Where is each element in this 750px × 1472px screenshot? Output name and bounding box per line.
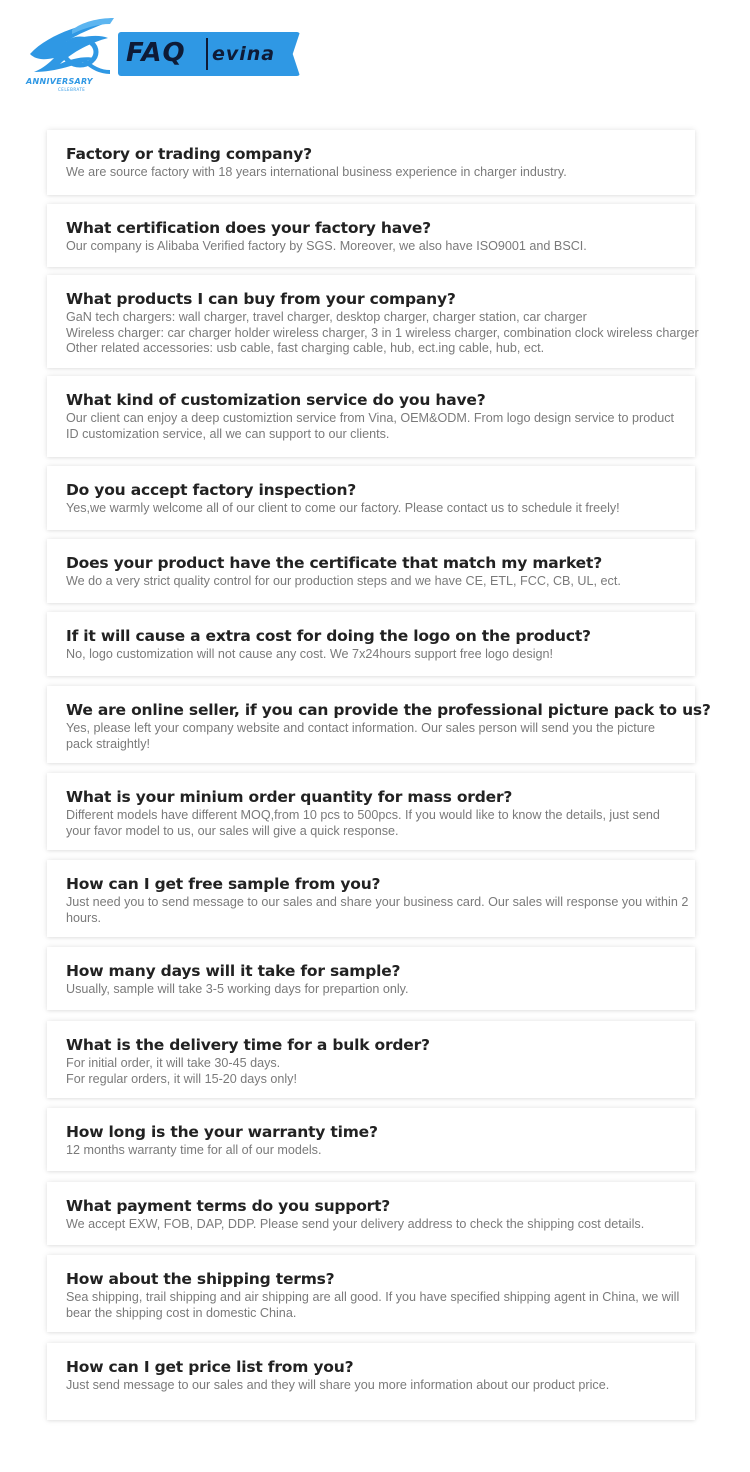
- faq-answer: [66, 1056, 695, 1087]
- faq-answer: [66, 411, 695, 442]
- faq-answer: [66, 1290, 695, 1321]
- faq-item: [47, 1021, 695, 1098]
- faq-answer: [66, 239, 695, 255]
- faq-answer-line: 12 months warranty time for all of our models.: [66, 1143, 322, 1157]
- faq-question: What kind of customization service do you have?: [66, 391, 486, 409]
- faq-answer-line: Different models have different MOQ,from 10 pcs to 500pcs. If you would like to know the details, just send: [66, 808, 660, 822]
- faq-question: How long is the your warranty time?: [66, 1123, 378, 1141]
- faq-item: [47, 376, 695, 457]
- faq-question: Does your product have the certificate that match my market?: [66, 554, 602, 572]
- faq-answer: [66, 721, 695, 752]
- faq-item: [47, 1182, 695, 1245]
- faq-item: [47, 1108, 695, 1171]
- faq-question: We are online seller, if you can provide the professional picture pack to us?: [66, 701, 711, 719]
- faq-answer-line: Other related accessories: usb cable, fast charging cable, hub, ect.ing cable, hub, ect.: [66, 341, 545, 355]
- faq-question: How can I get free sample from you?: [66, 875, 381, 893]
- brand-logo-text: evina: [212, 43, 276, 65]
- faq-answer-line: Just send message to our sales and they will share you more information about our product price.: [66, 1378, 610, 1392]
- faq-answer-line: GaN tech chargers: wall charger, travel charger, desktop charger, charger station, car charger: [66, 310, 587, 324]
- faq-answer: [66, 1143, 695, 1159]
- faq-answer-line: your favor model to us, our sales will give a quick response.: [66, 823, 399, 838]
- faq-item: [47, 466, 695, 530]
- faq-question: If it will cause a extra cost for doing the logo on the product?: [66, 627, 591, 645]
- faq-answer: [66, 982, 695, 998]
- faq-answer-line: hours.: [66, 910, 102, 925]
- faq-item: [47, 1255, 695, 1332]
- faq-answer: [66, 310, 699, 357]
- faq-answer: [66, 1378, 695, 1394]
- faq-question: How about the shipping terms?: [66, 1270, 335, 1288]
- faq-answer: [66, 647, 695, 663]
- faq-answer-line: Our client can enjoy a deep customiztion service from Vina, OEM&ODM. From logo design service to product: [66, 411, 675, 425]
- faq-answer-line: Usually, sample will take 3-5 working days for prepartion only.: [66, 982, 409, 996]
- faq-question: How many days will it take for sample?: [66, 962, 401, 980]
- faq-answer: [66, 574, 695, 590]
- faq-answer-line: We are source factory with 18 years international business experience in charger industry.: [66, 165, 567, 179]
- faq-answer: [66, 501, 695, 517]
- faq-question: How can I get price list from you?: [66, 1358, 354, 1376]
- faq-answer-line: Our company is Alibaba Verified factory by SGS. Moreover, we also have ISO9001 and BSCI.: [66, 239, 587, 253]
- faq-item: [47, 947, 695, 1010]
- faq-question: What is your minium order quantity for mass order?: [66, 788, 513, 806]
- faq-question: What products I can buy from your company?: [66, 290, 456, 308]
- faq-answer-line: pack straightly!: [66, 736, 150, 751]
- faq-question: What payment terms do you support?: [66, 1197, 391, 1215]
- faq-title: FAQ: [126, 38, 186, 68]
- faq-item: [47, 1343, 695, 1420]
- faq-answer-line: No, logo customization will not cause any cost. We 7x24hours support free logo design!: [66, 647, 553, 661]
- faq-question: What certification does your factory have?: [66, 219, 431, 237]
- faq-answer-line: Yes, please left your company website and contact information. Our sales person will send you the picture: [66, 721, 655, 735]
- faq-item: [47, 130, 695, 195]
- anniversary-label: ANNIVERSARY: [26, 77, 93, 86]
- faq-item: [47, 539, 695, 603]
- faq-question: What is the delivery time for a bulk order?: [66, 1036, 430, 1054]
- faq-divider: [206, 38, 208, 70]
- faq-answer-line: Yes,we warmly welcome all of our client to come our factory. Please contact us to schedule it freely!: [66, 501, 620, 515]
- faq-item: [47, 860, 695, 937]
- faq-answer-line: bear the shipping cost in domestic China.: [66, 1305, 297, 1320]
- faq-answer-line: ID customization service, all we can support to our clients.: [66, 426, 390, 441]
- faq-answer-line: Just need you to send message to our sales and share your business card. Our sales will response you within 2: [66, 895, 689, 909]
- faq-answer-line: We accept EXW, FOB, DAP, DDP. Please send your delivery address to check the shipping cost details.: [66, 1217, 645, 1231]
- faq-question: Do you accept factory inspection?: [66, 481, 357, 499]
- faq-answer: [66, 808, 695, 839]
- faq-answer-line: For initial order, it will take 30-45 days.: [66, 1056, 281, 1070]
- faq-item: [47, 204, 695, 267]
- faq-item: [47, 686, 711, 763]
- faq-answer: [66, 895, 695, 926]
- faq-answer-line: For regular orders, it will 15-20 days only!: [66, 1071, 297, 1086]
- celebrate-label: CELEBRATE: [58, 87, 86, 92]
- faq-item: [47, 275, 699, 368]
- faq-item: [47, 773, 695, 850]
- faq-answer-line: Wireless charger: car charger holder wireless charger, 3 in 1 wireless charger, combination clock wireless charger: [66, 325, 699, 340]
- faq-answer: [66, 1217, 695, 1233]
- faq-answer-line: Sea shipping, trail shipping and air shipping are all good. If you have specified shipping agent in China, we will: [66, 1290, 680, 1304]
- faq-item: [47, 612, 695, 676]
- faq-answer: [66, 165, 695, 181]
- faq-answer-line: We do a very strict quality control for our production steps and we have CE, ETL, FCC, CB, UL, ect.: [66, 574, 621, 588]
- faq-header: [20, 12, 290, 94]
- faq-question: Factory or trading company?: [66, 145, 312, 163]
